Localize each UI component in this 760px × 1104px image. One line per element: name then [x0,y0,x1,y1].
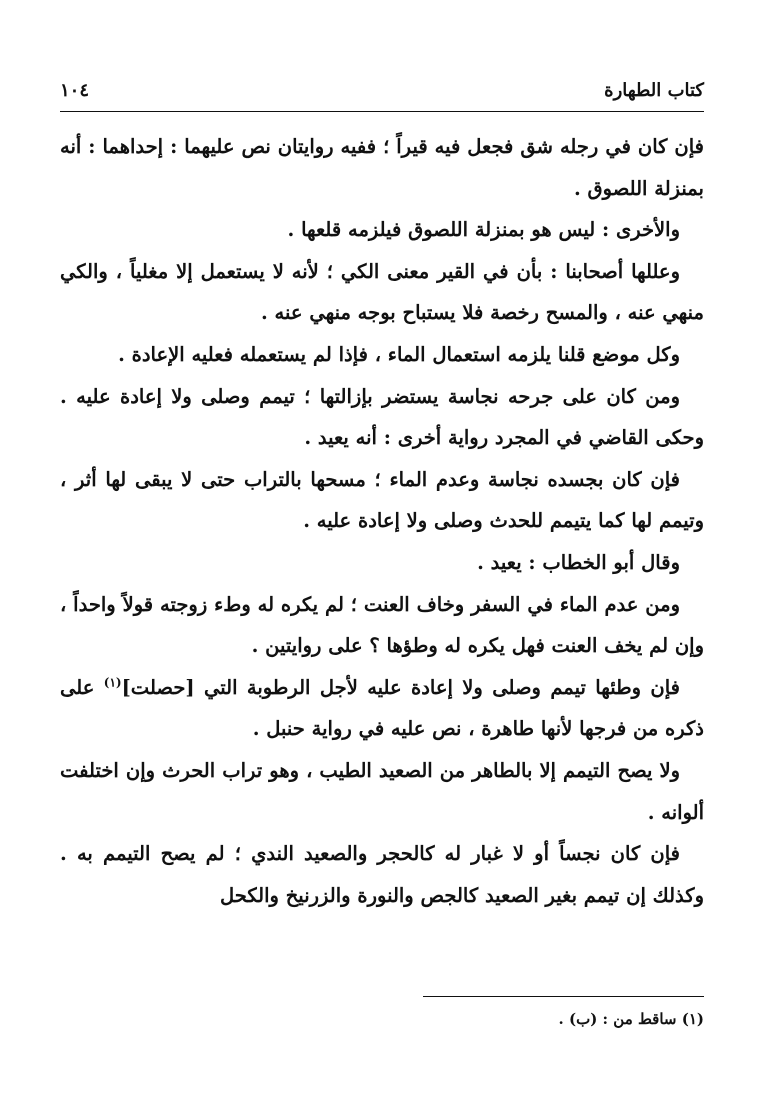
paragraph: والأخرى : ليس هو بمنزلة اللصوق فيلزمه قلعها . [287,218,680,242]
body-text [60,126,704,916]
paragraph: ومن كان على جرحه نجاسة يستضر بإزالتها ؛ تيمم وصلى ولا إعادة عليه . وحكى القاضي في المجرد رواية أخرى : أنه يعيد . [60,384,704,450]
paragraph: ولا يصح التيمم إلا بالطاهر من الصعيد الطيب ، وهو تراب الحرث وإن اختلفت ألوانه . [60,758,704,824]
page-header [60,78,704,108]
footnote-rule [423,996,704,997]
paragraph: وقال أبو الخطاب : يعيد . [477,550,680,574]
paragraph-text: على ذكره من فرجها لأنها طاهرة ، نص عليه في رواية حنبل . [60,675,704,741]
page-number: ١٠٤ [60,80,90,101]
paragraph: وكل موضع قلنا يلزمه استعمال الماء ، فإذا لم يستعمله فعليه الإعادة . [118,342,680,366]
paragraph: فإن كان بجسده نجاسة وعدم الماء ؛ مسحها بالتراب حتى لا يبقى لها أثر ، وتيمم لها كما يتيمم للحدث وصلى ولا إعادة عليه . [60,467,704,533]
footnote: (١) ساقط من : (ب) . [558,1010,704,1028]
paragraph: فإن كان في رجله شق فجعل فيه قيراً ؛ ففيه روايتان نص عليهما : إحداهما : أنه بمنزلة اللصوق . [60,135,704,200]
paragraph: ومن عدم الماء في السفر وخاف العنت ؛ لم يكره له وطء زوجته قولاً واحداً ، وإن لم يخف العنت فهل يكره له وطؤها ؟ على روايتين . [60,592,704,658]
running-title: كتاب الطهارة [604,80,704,101]
header-rule [60,111,704,112]
paragraph-text: فإن وطئها تيمم وصلى ولا إعادة عليه لأجل الرطوبة التي [حصلت] [121,675,680,699]
paragraph [60,667,704,750]
paragraph: فإن كان نجساً أو لا غبار له كالحجر والصعيد الندي ؛ لم يصح التيمم به . وكذلك إن تيمم بغير الصعيد كالجص والنورة والزرنيخ والكحل [60,842,704,907]
footnote-reference: (١) [103,675,122,690]
paragraph: وعللها أصحابنا : بأن في القير معنى الكي ؛ لأنه لا يستعمل إلا مغلياً ، والكي منهي عنه ، والمسح رخصة فلا يستباح بوجه منهي عنه . [60,259,704,325]
